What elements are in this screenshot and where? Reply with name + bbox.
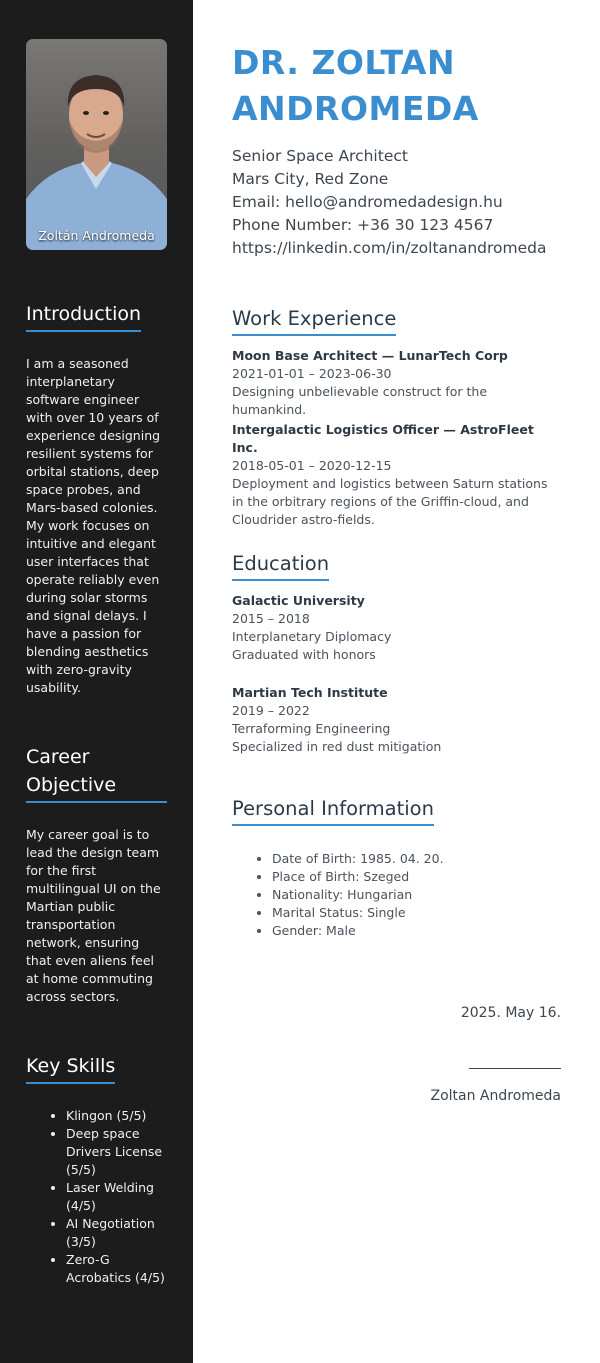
personal-information-heading: Personal Information — [232, 795, 434, 826]
education-entry — [232, 592, 562, 664]
personal-info-item: • Place of Birth: Szeged — [272, 868, 562, 886]
education-heading: Education — [232, 550, 329, 581]
photo-caption: Zoltán Andromeda — [38, 228, 155, 243]
personal-info-item: • Marital Status: Single — [272, 904, 562, 922]
skill-item: • Deep space Drivers License (5/5) — [66, 1125, 176, 1179]
job-title: Senior Space Architect — [232, 147, 408, 165]
portrait-illustration — [26, 39, 167, 250]
signature-name: Zoltan Andromeda — [430, 1088, 561, 1104]
work-entry — [232, 421, 562, 529]
work-description: Designing unbelievable construct for the humankind. — [232, 384, 488, 417]
school-name: Galactic University — [232, 593, 365, 608]
sidebar — [0, 0, 193, 1363]
contact-block — [232, 145, 592, 260]
work-dates: 2018-05-01 – 2020-12-15 — [232, 458, 392, 473]
signature-date: 2025. May 16. — [460, 1005, 561, 1021]
key-skills-list — [26, 1107, 176, 1287]
personal-info-item: • Gender: Male — [272, 922, 562, 940]
email[interactable]: Email: hello@andromedadesign.hu — [232, 193, 503, 211]
education-years: 2015 – 2018 — [232, 611, 310, 626]
work-entry — [232, 347, 562, 419]
skill-item: • Laser Welding (4/5) — [66, 1179, 176, 1215]
work-description: Deployment and logistics between Saturn stations in the orbitrary regions of the Griffin-cloud, and Cloudrider astro-fields. — [232, 476, 548, 527]
education-note: Specialized in red dust mitigation — [232, 739, 442, 754]
introduction-text: I am a seasoned interplanetary software engineer with over 10 years of experience designing resilient systems for orbital stations, deep space probes, and Mars-based colonies. My work focuses on intuitive and elegant user interfaces that operate reliably even during solar storms and signal delays. I have a passion for blending aesthetics with zero-gravity usability. — [26, 356, 161, 695]
work-title: Intergalactic Logistics Officer — AstroFleet Inc. — [232, 422, 534, 455]
education-field: Interplanetary Diplomacy — [232, 629, 392, 644]
work-experience-heading: Work Experience — [232, 305, 396, 336]
work-dates: 2021-01-01 – 2023-06-30 — [232, 366, 392, 381]
career-objective-text: My career goal is to lead the design team for the first multilingual UI on the Martian public transportation network, ensuring that even aliens feel at home commuting across sectors. — [26, 827, 161, 1004]
school-name: Martian Tech Institute — [232, 685, 388, 700]
personal-info-item: • Nationality: Hungarian — [272, 886, 562, 904]
skill-item: • Zero-G Acrobatics (4/5) — [66, 1251, 176, 1287]
education-note: Graduated with honors — [232, 647, 376, 662]
profile-photo — [26, 39, 167, 250]
education-years: 2019 – 2022 — [232, 703, 310, 718]
signature-line — [469, 1068, 561, 1069]
personal-information-list — [232, 850, 562, 940]
key-skills-heading: Key Skills — [26, 1052, 115, 1084]
education-entry — [232, 684, 562, 756]
linkedin-link[interactable]: https://linkedin.com/in/zoltanandromeda — [232, 239, 547, 257]
main-content — [193, 0, 600, 1363]
candidate-name: DR. ZOLTAN ANDROMEDA — [232, 43, 479, 128]
skill-item: • Klingon (5/5) — [66, 1107, 176, 1125]
introduction-heading: Introduction — [26, 300, 141, 332]
education-field: Terraforming Engineering — [232, 721, 391, 736]
skill-item: • AI Negotiation (3/5) — [66, 1215, 176, 1251]
career-objective-heading: Career Objective — [26, 743, 167, 803]
phone: Phone Number: +36 30 123 4567 — [232, 216, 494, 234]
work-title: Moon Base Architect — LunarTech Corp — [232, 348, 508, 363]
location: Mars City, Red Zone — [232, 170, 389, 188]
personal-info-item: • Date of Birth: 1985. 04. 20. — [272, 850, 562, 868]
